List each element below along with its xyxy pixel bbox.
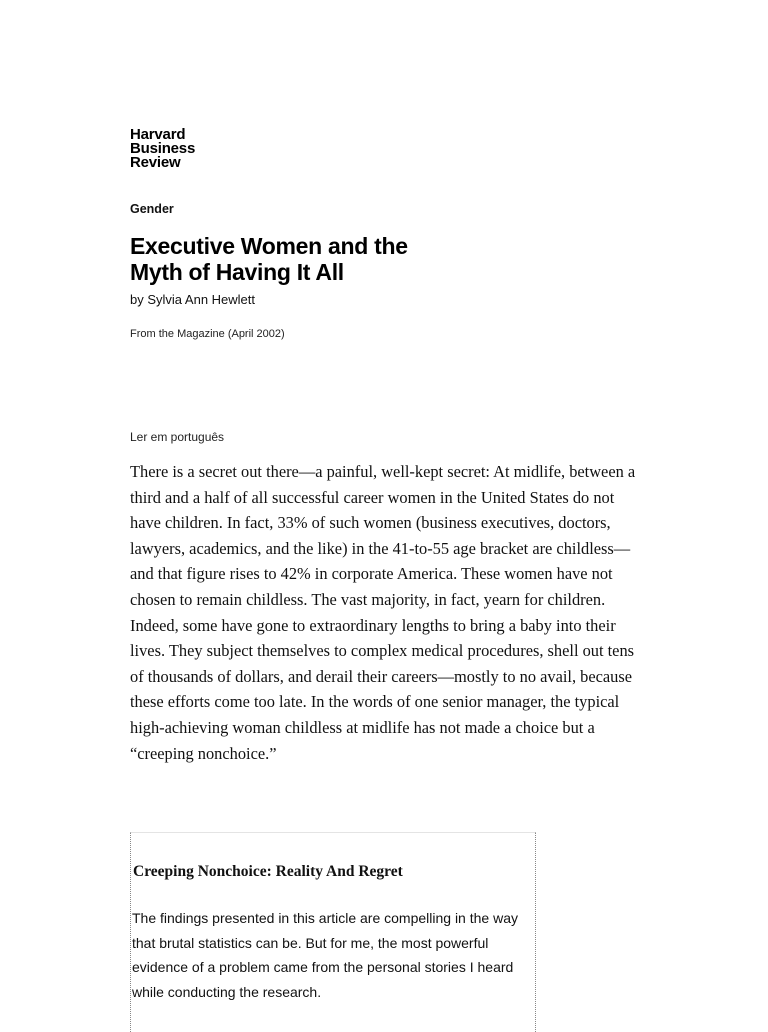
logo-line-2: Business [130, 140, 196, 157]
article-title-line-2: Myth of Having It All [130, 259, 344, 285]
author-byline: by Sylvia Ann Hewlett [130, 292, 256, 307]
topic-tag[interactable]: Gender [130, 202, 174, 216]
logo-line-1: Harvard [130, 126, 186, 143]
logo-line-3: Review [130, 154, 181, 171]
hbr-logo[interactable] [130, 128, 195, 170]
article-body: There is a secret out there—a painful, well-kept secret: At midlife, between a third and a half of all successful career women in the United States do not have children. In fact, 33% of such women (business executives, doctors, lawyers, academics, and the like) in the 41-to-55 age bracket are childless—and that figure rises to 42% in corporate America. These women have not chosen to remain childless. The vast majority, in fact, yearn for children. Indeed, some have gone to extraordinary lengths to bring a baby into their lives. They subject themselves to complex medical procedures, shell out tens of thousands of dollars, and derail their careers—mostly to no avail, because these efforts come too late. In the words of one senior manager, the typical high-achieving woman childless at midlife has not made a choice but a “creeping nonchoice.” [130, 462, 636, 763]
magazine-issue: From the Magazine (April 2002) [130, 328, 285, 340]
article-title-line-1: Executive Women and the [130, 233, 408, 259]
sidebar-box [130, 832, 536, 1032]
sidebar-title: Creeping Nonchoice: Reality And Regret [133, 863, 403, 880]
article-title [130, 233, 490, 285]
sidebar-text: The findings presented in this article are compelling in the way that brutal statistics can be. But for me, the most powerful evidence of a problem came from the personal stories I heard while conducting the research. [132, 910, 518, 1000]
language-link[interactable]: Ler em português [130, 430, 225, 444]
